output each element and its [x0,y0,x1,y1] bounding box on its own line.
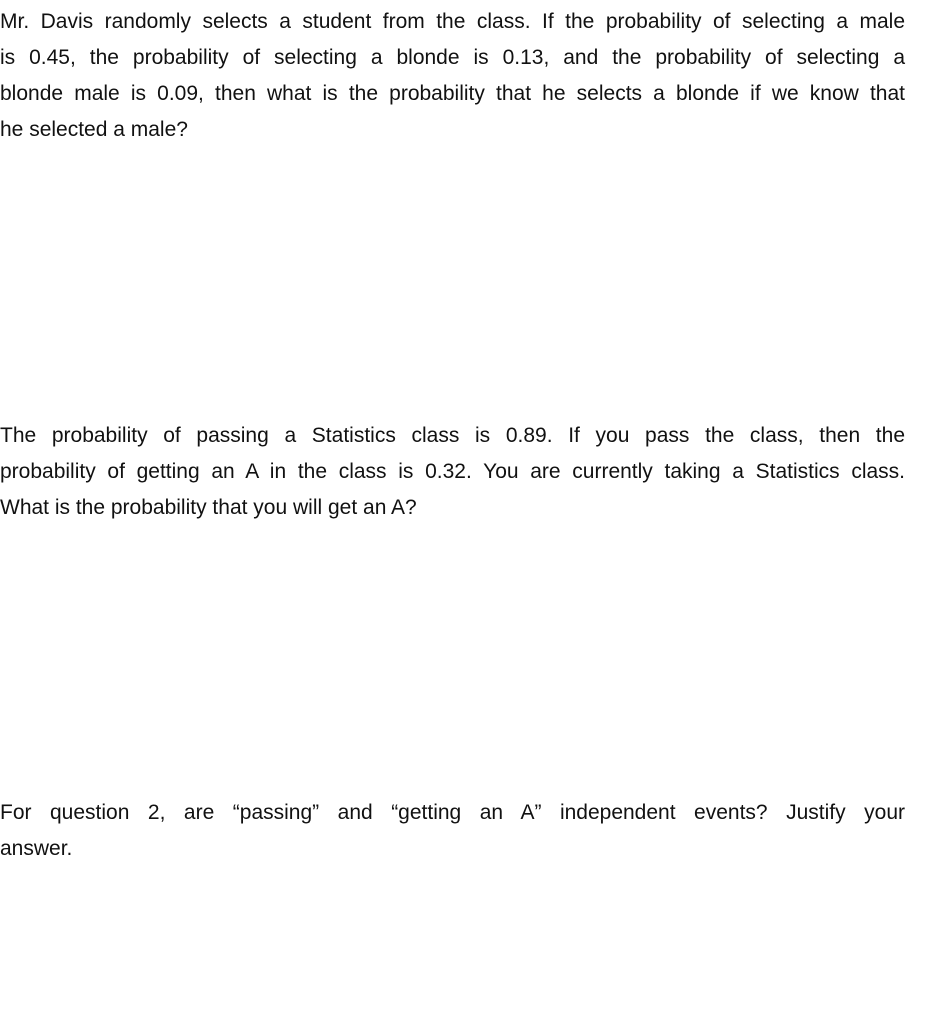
question-1 [0,4,905,148]
question-2-line-3: What is the probability that you will get an A? [0,496,417,519]
question-2 [0,418,905,526]
question-3 [0,795,905,867]
question-1-line-3: blonde male is 0.09, then what is the probability that he selects a blonde if we know that [0,82,905,105]
question-1-line-1: Mr. Davis randomly selects a student from the class. If the probability of selecting a male [0,10,905,33]
question-3-line-1: For question 2, are “passing” and “getting an A” independent events? Justify your [0,801,905,824]
question-2-line-2: probability of getting an A in the class is 0.32. You are currently taking a Statistics class. [0,460,905,483]
question-2-line-1: The probability of passing a Statistics class is 0.89. If you pass the class, then the [0,424,905,447]
question-3-line-2: answer. [0,837,73,860]
question-1-line-2: is 0.45, the probability of selecting a blonde is 0.13, and the probability of selecting a [0,46,905,69]
question-1-line-4: he selected a male? [0,118,188,141]
